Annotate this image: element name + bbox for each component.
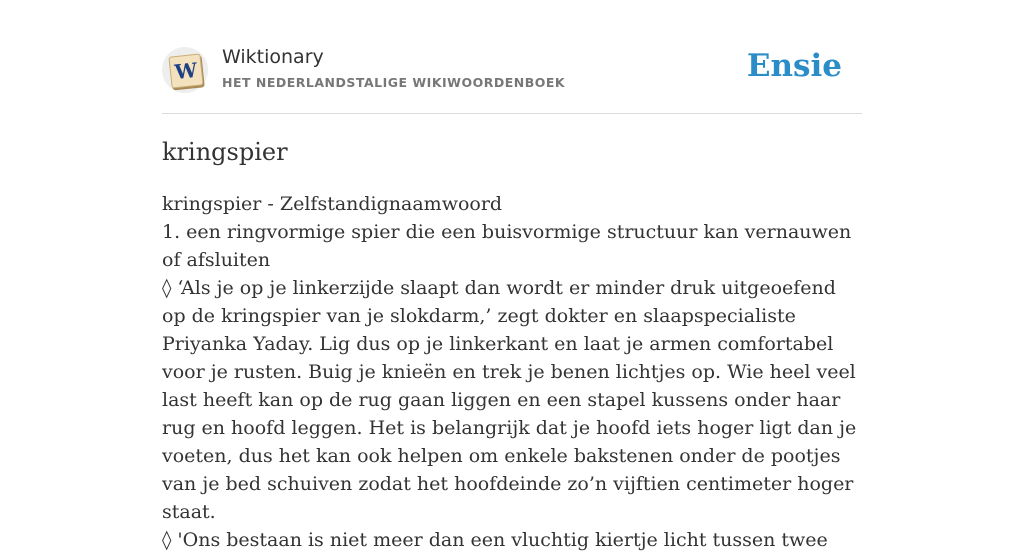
w-tile-icon: W <box>168 53 203 88</box>
site-subtitle: HET NEDERLANDSTALIGE WIKIWOORDENBOEK <box>222 75 566 90</box>
example-sentence: ◊ ‘Als je op je linkerzijde slaapt dan wordt er minder druk uitgeoefend op de kringspier van je slokdarm,’ zegt dokter en slaapspecialiste Priyanka Yaday. Lig dus op je linkerkant en laat je armen comfortabel voor je rusten. Buig je knieën en trek je benen lichtjes op. Wie heel veel last heeft kan op de rug gaan liggen en een stapel kussens onder haar rug en hoofd leggen. Het is belangrijk dat je hoofd iets hoger ligt dan je voeten, dus het kan ook helpen om enkele bakstenen onder de pootjes van je bed schuiven zodat het hoofdeinde zo’n vijftien centimeter hoger staat. <box>162 277 857 523</box>
ensie-brand-link[interactable]: Ensie <box>746 48 842 84</box>
definition: 1. een ringvormige spier die een buisvormige structuur kan vernauwen of afsluiten <box>162 221 852 271</box>
site-header <box>162 0 862 114</box>
wiktionary-logo[interactable] <box>162 47 208 93</box>
part-of-speech-line: kringspier - Zelfstandignaamwoord <box>162 193 503 215</box>
entry-content <box>162 190 862 554</box>
word-title: kringspier <box>162 138 288 166</box>
site-title[interactable]: Wiktionary <box>222 46 324 68</box>
page <box>162 0 862 551</box>
example-sentence: ◊ 'Ons bestaan is niet meer dan een vluchtig kiertje licht tussen twee <box>162 529 828 551</box>
